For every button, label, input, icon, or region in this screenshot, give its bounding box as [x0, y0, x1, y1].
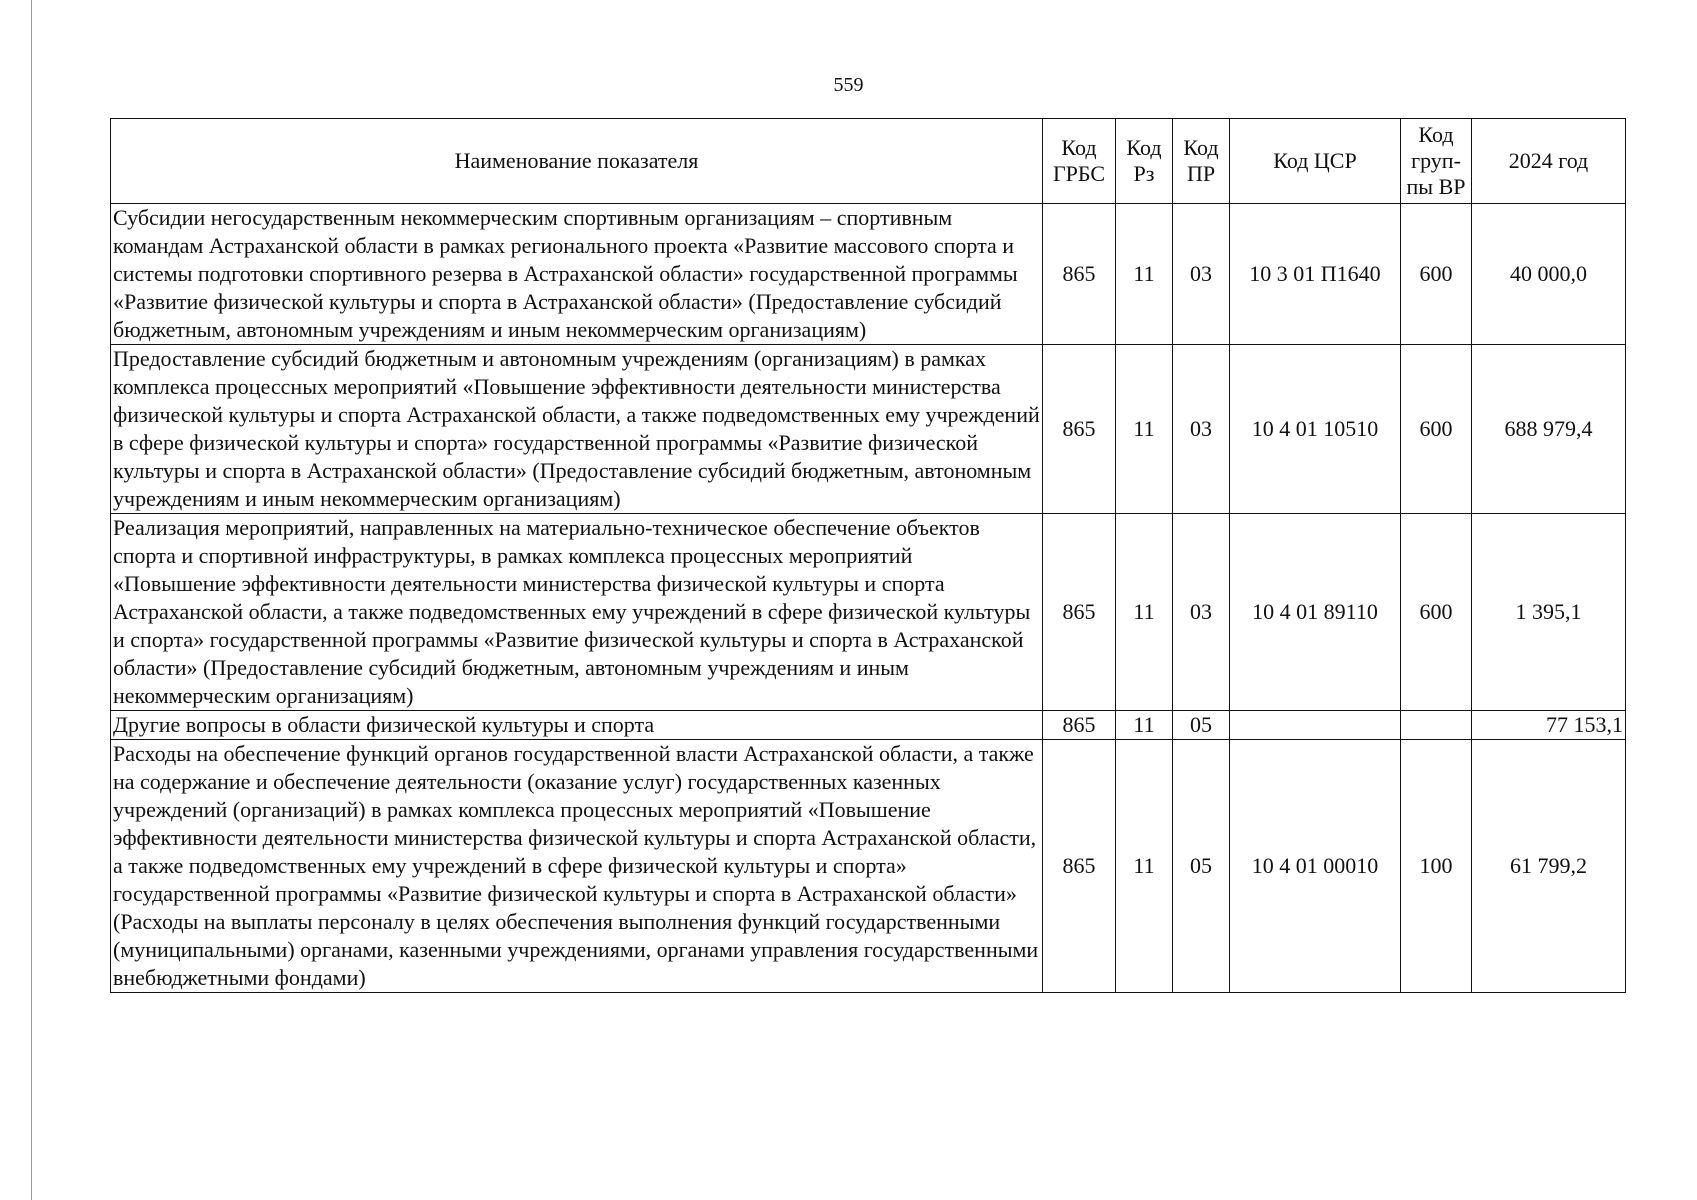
header-rz: Код Рз: [1116, 119, 1173, 204]
row-grbs: 865: [1043, 345, 1116, 514]
header-csr: Код ЦСР: [1230, 119, 1401, 204]
row-amount: 61 799,2: [1472, 740, 1626, 993]
row-rz: 11: [1116, 514, 1173, 711]
row-vr: 600: [1401, 204, 1472, 345]
header-grbs: Код ГРБС: [1043, 119, 1116, 204]
header-vr: Код груп-пы ВР: [1401, 119, 1472, 204]
row-amount: 1 395,1: [1472, 514, 1626, 711]
table-row: [111, 740, 1626, 993]
row-grbs: 865: [1043, 740, 1116, 993]
table-row: [111, 204, 1626, 345]
row-rz: 11: [1116, 711, 1173, 740]
row-csr: 10 3 01 П1640: [1230, 204, 1401, 345]
row-pr: 03: [1173, 514, 1230, 711]
row-name: Расходы на обеспечение функций органов государственной власти Астраханской области, а также на содержание и обеспечение деятельности (оказание услуг) государственных казенных учреждений (организаций) в рамках комплекса процессных мероприятий «Повышение эффективности деятельности министерства физической культуры и спорта Астраханской области, а также подведомственных ему учреждений в сфере физической культуры и спорта» государственной программы «Развитие физической культуры и спорта в Астраханской области» (Расходы на выплаты персоналу в целях обеспечения выполнения функций государственными (муниципальными) органами, казенными учреждениями, органами управления государственными внебюджетными фондами): [111, 740, 1043, 993]
row-pr: 05: [1173, 740, 1230, 993]
table-header-row: [111, 119, 1626, 204]
budget-table: [110, 118, 1626, 993]
row-pr: 03: [1173, 204, 1230, 345]
row-grbs: 865: [1043, 514, 1116, 711]
row-vr: 600: [1401, 345, 1472, 514]
row-rz: 11: [1116, 204, 1173, 345]
row-name: Реализация мероприятий, направленных на материально-техническое обеспечение объектов спорта и спортивной инфраструктуры, в рамках комплекса процессных мероприятий «Повышение эффективности деятельности министерства физической культуры и спорта Астраханской области, а также подведомственных ему учреждений в сфере физической культуры и спорта» государственной программы «Развитие физической культуры и спорта в Астраханской области» (Предоставление субсидий бюджетным, автономным учреждениям и иным некоммерческим организациям): [111, 514, 1043, 711]
header-year: 2024 год: [1472, 119, 1626, 204]
row-amount: 40 000,0: [1472, 204, 1626, 345]
row-name: Другие вопросы в области физической культуры и спорта: [111, 711, 1043, 740]
page-margin-line: [31, 0, 32, 1200]
row-grbs: 865: [1043, 711, 1116, 740]
row-pr: 05: [1173, 711, 1230, 740]
table-row: [111, 345, 1626, 514]
row-csr: 10 4 01 00010: [1230, 740, 1401, 993]
table-row: [111, 514, 1626, 711]
row-rz: 11: [1116, 740, 1173, 993]
row-grbs: 865: [1043, 204, 1116, 345]
row-vr: 100: [1401, 740, 1472, 993]
row-csr: 10 4 01 10510: [1230, 345, 1401, 514]
table-row: [111, 711, 1626, 740]
row-vr: 600: [1401, 514, 1472, 711]
header-pr: Код ПР: [1173, 119, 1230, 204]
row-name: Субсидии негосударственным некоммерческим спортивным организациям – спортивным командам Астраханской области в рамках регионального проекта «Развитие массового спорта и системы подготовки спортивного резерва в Астраханской области» государственной программы «Развитие физической культуры и спорта в Астраханской области» (Предоставление субсидий бюджетным, автономным учреждениям и иным некоммерческим организациям): [111, 204, 1043, 345]
row-vr: [1401, 711, 1472, 740]
row-amount: 77 153,1: [1472, 711, 1626, 740]
row-name: Предоставление субсидий бюджетным и автономным учреждениям (организациям) в рамках комплекса процессных мероприятий «Повышение эффективности деятельности министерства физической культуры и спорта Астраханской области, а также подведомственных ему учреждений в сфере физической культуры и спорта» государственной программы «Развитие физической культуры и спорта в Астраханской области» (Предоставление субсидий бюджетным, автономным учреждениям и иным некоммерческим организациям): [111, 345, 1043, 514]
header-name: Наименование показателя: [111, 119, 1043, 204]
row-csr: [1230, 711, 1401, 740]
page-number: 559: [833, 74, 864, 96]
row-rz: 11: [1116, 345, 1173, 514]
row-csr: 10 4 01 89110: [1230, 514, 1401, 711]
row-pr: 03: [1173, 345, 1230, 514]
row-amount: 688 979,4: [1472, 345, 1626, 514]
